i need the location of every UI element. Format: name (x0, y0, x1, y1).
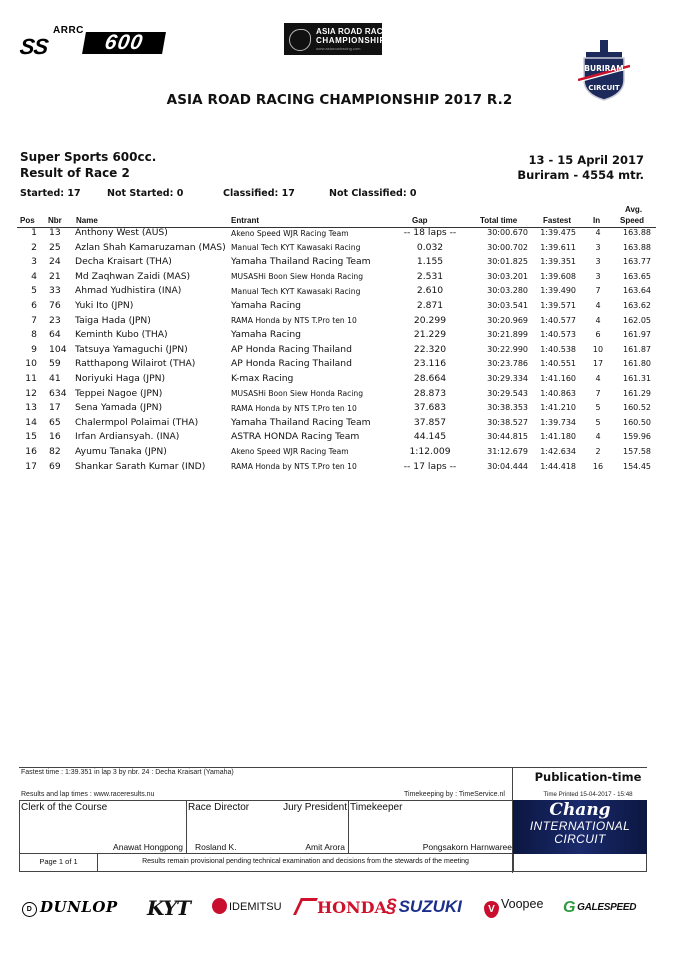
row-rider-name: Yuki Ito (JPN) (75, 299, 134, 311)
row-nbr: 69 (49, 460, 61, 472)
row-fastest-in-lap: 3 (595, 257, 601, 267)
row-avg-speed: 163.88 (623, 242, 651, 252)
row-nbr: 33 (49, 285, 61, 297)
results-table-body (0, 226, 679, 474)
row-gap: -- 17 laps -- (403, 460, 457, 472)
row-entrant: Yamaha Thailand Racing Team (231, 416, 371, 428)
chang-logo-line3: CIRCUIT (554, 832, 606, 846)
row-pos: 12 (25, 387, 37, 399)
row-fastest-lap: 1:39.608 (540, 271, 576, 281)
row-rider-name: Ratthapong Wilairot (THA) (75, 358, 196, 370)
table-row (0, 372, 679, 387)
table-row (0, 357, 679, 372)
fastest-time-note: Fastest time : 1:39.351 in lap 3 by nbr. 24 : Decha Kraisart (Yamaha) (21, 769, 234, 776)
row-nbr: 76 (49, 299, 61, 311)
row-fastest-in-lap: 3 (595, 271, 601, 281)
row-entrant: MUSASHi Boon Siew Honda Racing (231, 389, 364, 399)
castle-tower-icon (600, 40, 608, 54)
row-pos: 5 (31, 285, 37, 297)
suzuki-text: SUZUKI (398, 897, 462, 916)
suzuki-logo (386, 896, 462, 918)
galespeed-logo (563, 899, 636, 917)
honda-logo (297, 898, 387, 917)
stat-not-classified: Not Classified: 0 (329, 188, 417, 199)
time-printed: Time Printed 15-04-2017 - 15:48 (543, 791, 633, 798)
row-gap: 20.299 (413, 314, 447, 326)
row-avg-speed: 161.87 (623, 344, 651, 354)
table-row (0, 241, 679, 256)
row-total-time: 30:03.201 (487, 271, 528, 281)
galespeed-g-icon: G (563, 899, 576, 916)
row-pos: 8 (31, 329, 37, 341)
row-fastest-lap: 1:40.538 (540, 344, 576, 354)
row-entrant: AP Honda Racing Thailand (231, 358, 352, 370)
result-title: Result of Race 2 (20, 166, 130, 180)
row-avg-speed: 160.50 (623, 417, 651, 427)
row-fastest-in-lap: 4 (595, 228, 601, 237)
row-gap: 2.531 (416, 270, 444, 282)
row-rider-name: Irfan Ardiansyah. (INA) (75, 431, 180, 443)
row-total-time: 30:00.670 (487, 228, 528, 237)
stat-not-started: Not Started: 0 (107, 188, 184, 199)
row-rider-name: Sena Yamada (JPN) (75, 402, 163, 414)
row-rider-name: Tatsuya Yamaguchi (JPN) (75, 343, 188, 355)
row-nbr: 65 (49, 416, 61, 428)
table-row (0, 270, 679, 285)
arrc-logo-line2: CHAMPIONSHIP (316, 36, 386, 45)
col-total-time: Total time (480, 216, 518, 225)
table-row (0, 416, 679, 431)
row-avg-speed: 163.65 (623, 271, 651, 281)
page-number: Page 1 of 1 (20, 854, 98, 871)
row-total-time: 30:01.825 (487, 257, 528, 267)
row-nbr: 17 (49, 402, 61, 414)
row-nbr: 23 (49, 314, 61, 326)
row-fastest-lap: 1:40.573 (540, 330, 576, 340)
row-avg-speed: 162.05 (623, 315, 651, 325)
race-class: Super Sports 600cc. (20, 150, 157, 164)
row-gap: 2.610 (416, 285, 444, 297)
row-avg-speed: 161.80 (623, 359, 651, 369)
row-pos: 11 (25, 372, 37, 384)
row-entrant: Manual Tech KYT Kawasaki Racing (231, 286, 361, 296)
table-row (0, 284, 679, 299)
row-fastest-in-lap: 5 (595, 403, 601, 413)
row-pos: 1 (31, 227, 37, 238)
footer-bottom-row (19, 854, 647, 872)
col-gap: Gap (412, 216, 428, 225)
row-gap: 21.229 (413, 329, 447, 341)
officials-signature-box (19, 800, 512, 854)
row-total-time: 30:03.541 (487, 300, 528, 310)
row-entrant: RAMA Honda by NTS T.Pro ten 10 (231, 316, 357, 326)
table-row (0, 445, 679, 460)
official-person: Anawat Hongpong (113, 842, 183, 852)
official-person: Rosland K. (195, 842, 237, 852)
row-total-time: 30:20.969 (487, 315, 528, 325)
row-pos: 13 (25, 402, 37, 414)
row-pos: 4 (31, 270, 37, 282)
row-fastest-in-lap: 4 (595, 432, 601, 442)
row-gap: 37.857 (413, 416, 447, 428)
row-gap: -- 18 laps -- (403, 227, 457, 238)
sponsor-strip (22, 895, 652, 923)
row-pos: 14 (25, 416, 37, 428)
results-url: Results and lap times : www.raceresults.nu (21, 791, 155, 798)
event-date: 13 - 15 April 2017 (528, 153, 644, 167)
table-row (0, 299, 679, 314)
dunlop-text: DUNLOP (40, 898, 118, 916)
chang-logo-line2: INTERNATIONAL (529, 819, 631, 833)
row-nbr: 104 (49, 343, 67, 355)
row-fastest-lap: 1:40.863 (540, 388, 576, 398)
row-avg-speed: 161.97 (623, 330, 651, 340)
col-pos: Pos (20, 216, 35, 225)
event-venue: Buriram - 4554 mtr. (517, 168, 644, 182)
col-avg-speed-line2: Speed (620, 216, 645, 225)
row-pos: 7 (31, 314, 37, 326)
kyt-logo: KYT (147, 896, 191, 920)
col-fastest: Fastest (543, 216, 572, 225)
row-rider-name: Azlan Shah Kamaruzaman (MAS) (75, 241, 226, 253)
row-fastest-in-lap: 5 (595, 417, 601, 427)
row-nbr: 41 (49, 372, 61, 384)
ss600-logo-ss: SS (18, 34, 50, 59)
row-nbr: 634 (49, 387, 67, 399)
row-fastest-lap: 1:41.180 (540, 432, 576, 442)
official-role: Jury President (283, 802, 347, 813)
official-person: Amit Arora (305, 842, 345, 852)
chang-logo-line1: Chang (549, 800, 611, 820)
row-rider-name: Chalermpol Polaimai (THA) (75, 416, 199, 428)
official-role: Timekeeper (350, 802, 403, 813)
row-fastest-lap: 1:40.577 (540, 315, 576, 325)
row-nbr: 21 (49, 270, 61, 282)
ss600-logo-600: 600 (82, 32, 166, 54)
provisional-note: Results remain provisional pending technical examination and decisions from the stewards of the meeting (98, 854, 514, 871)
buriram-logo-text: BURIRAM (584, 64, 624, 73)
row-fastest-lap: 1:44.418 (540, 461, 576, 471)
row-pos: 3 (31, 256, 37, 268)
table-row (0, 255, 679, 270)
row-rider-name: Anthony West (AUS) (75, 227, 168, 238)
row-fastest-lap: 1:41.160 (540, 373, 576, 383)
row-fastest-lap: 1:42.634 (540, 446, 576, 456)
timekeeping-note: Timekeeping by : TimeService.nl (404, 791, 505, 798)
circuit-logo-text: CIRCUIT (588, 84, 620, 92)
row-entrant: Manual Tech KYT Kawasaki Racing (231, 243, 361, 253)
row-gap: 23.116 (413, 358, 447, 370)
row-fastest-lap: 1:39.734 (540, 417, 576, 427)
row-gap: 44.145 (413, 431, 447, 443)
ss600-logo (20, 27, 168, 57)
dunlop-d-icon: D (22, 902, 37, 917)
row-avg-speed: 163.77 (623, 257, 651, 267)
row-total-time: 30:23.786 (487, 359, 528, 369)
row-entrant: MUSASHi Boon Siew Honda Racing (231, 272, 364, 282)
results-table-header (0, 200, 679, 227)
row-entrant: RAMA Honda by NTS T.Pro ten 10 (231, 403, 357, 413)
footer-box (19, 767, 647, 873)
table-row (0, 387, 679, 402)
row-gap: 37.683 (413, 402, 447, 414)
official-role: Clerk of the Course (21, 802, 108, 813)
row-entrant: K-max Racing (231, 372, 294, 384)
row-total-time: 30:38.353 (487, 403, 528, 413)
row-avg-speed: 154.45 (623, 461, 651, 471)
row-nbr: 25 (49, 241, 61, 253)
stat-classified: Classified: 17 (223, 188, 295, 199)
official-person: Pongsakorn Harnwaree (422, 842, 512, 852)
row-rider-name: Md Zaqhwan Zaidi (MAS) (75, 270, 191, 282)
row-total-time: 30:38.527 (487, 417, 528, 427)
row-avg-speed: 161.29 (623, 388, 651, 398)
row-avg-speed: 161.31 (623, 373, 651, 383)
honda-wing-icon (293, 898, 318, 915)
table-row (0, 430, 679, 445)
row-nbr: 64 (49, 329, 61, 341)
col-entrant: Entrant (231, 216, 259, 225)
row-entrant: Yamaha Racing (231, 299, 301, 311)
table-row (0, 328, 679, 343)
row-fastest-in-lap: 7 (595, 286, 601, 296)
row-avg-speed: 163.88 (623, 228, 651, 237)
row-avg-speed: 159.96 (623, 432, 651, 442)
row-entrant: Akeno Speed WJR Racing Team (231, 228, 349, 238)
row-entrant: Akeno Speed WJR Racing Team (231, 447, 349, 457)
col-avg-speed-line1: Avg. (625, 205, 643, 214)
row-total-time: 30:00.702 (487, 242, 528, 252)
footer-top-rule (19, 767, 647, 768)
row-total-time: 31:12.679 (487, 446, 528, 456)
arrc-logo-line1: ASIA ROAD RACING (316, 27, 398, 36)
row-pos: 9 (31, 343, 37, 355)
table-row (0, 314, 679, 329)
row-gap: 2.871 (416, 299, 444, 311)
row-fastest-lap: 1:39.351 (540, 257, 576, 267)
row-avg-speed: 157.58 (623, 446, 651, 456)
row-fastest-lap: 1:41.210 (540, 403, 576, 413)
row-rider-name: Shankar Sarath Kumar (IND) (75, 460, 206, 472)
row-rider-name: Noriyuki Haga (JPN) (75, 372, 166, 384)
row-nbr: 13 (49, 227, 61, 238)
publication-time-title: Publication-time (534, 770, 642, 784)
stat-started: Started: 17 (20, 188, 81, 199)
row-fastest-lap: 1:39.475 (540, 228, 576, 237)
honda-text: HONDA (317, 898, 387, 917)
chang-circuit-logo (513, 800, 647, 854)
row-nbr: 82 (49, 445, 61, 457)
row-avg-speed: 163.62 (623, 300, 651, 310)
document-title: ASIA ROAD RACING CHAMPIONSHIP 2017 R.2 (166, 92, 513, 108)
row-entrant: ASTRA HONDA Racing Team (231, 431, 360, 443)
table-row (0, 401, 679, 416)
row-fastest-in-lap: 3 (595, 242, 601, 252)
idemitsu-emblem-icon (212, 898, 227, 914)
row-entrant: Yamaha Racing (231, 329, 301, 341)
row-fastest-in-lap: 10 (592, 344, 604, 354)
row-rider-name: Ahmad Yudhistira (INA) (75, 285, 182, 297)
row-pos: 10 (25, 358, 37, 370)
row-total-time: 30:44.815 (487, 432, 528, 442)
row-fastest-in-lap: 4 (595, 373, 601, 383)
row-fastest-in-lap: 4 (595, 300, 601, 310)
row-total-time: 30:03.280 (487, 286, 528, 296)
row-fastest-lap: 1:39.611 (540, 242, 576, 252)
row-gap: 28.873 (413, 387, 447, 399)
row-fastest-in-lap: 17 (592, 359, 604, 369)
motorcycle-rider-icon (289, 29, 311, 51)
row-total-time: 30:04.444 (487, 461, 528, 471)
row-entrant: RAMA Honda by NTS T.Pro ten 10 (231, 462, 357, 471)
row-gap: 1:12.009 (409, 445, 451, 457)
row-fastest-lap: 1:39.571 (540, 300, 576, 310)
row-fastest-in-lap: 7 (595, 388, 601, 398)
row-rider-name: Keminth Kubo (THA) (75, 329, 168, 341)
asia-road-racing-logo (284, 23, 398, 55)
row-fastest-lap: 1:39.490 (540, 286, 576, 296)
row-total-time: 30:29.334 (487, 373, 528, 383)
dunlop-logo (22, 898, 118, 917)
row-entrant: Yamaha Thailand Racing Team (231, 256, 371, 268)
row-avg-speed: 163.64 (623, 286, 651, 296)
ss600-logo-arrc: ARRC (53, 25, 84, 36)
table-row (0, 343, 679, 358)
row-fastest-in-lap: 16 (592, 461, 604, 471)
row-rider-name: Teppei Nagoe (JPN) (75, 387, 163, 399)
voopee-logo (484, 897, 543, 918)
official-clerk (20, 801, 186, 853)
col-in: In (593, 216, 601, 225)
row-gap: 28.664 (413, 372, 447, 384)
idemitsu-text: IDEMITSU (229, 901, 282, 913)
row-fastest-in-lap: 4 (595, 315, 601, 325)
arrc-logo-url: www.asiaroadracing.com (316, 46, 361, 51)
table-row (0, 226, 679, 241)
row-entrant: AP Honda Racing Thailand (231, 343, 352, 355)
row-pos: 6 (31, 299, 37, 311)
voopee-text: Voopee (501, 897, 544, 911)
row-nbr: 59 (49, 358, 61, 370)
row-pos: 15 (25, 431, 37, 443)
galespeed-text: GALESPEED (577, 902, 637, 913)
row-rider-name: Taiga Hada (JPN) (75, 314, 151, 326)
row-pos: 2 (31, 241, 37, 253)
row-fastest-lap: 1:40.551 (540, 359, 576, 369)
suzuki-s-icon: § (386, 896, 397, 917)
row-nbr: 16 (49, 431, 61, 443)
row-gap: 22.320 (413, 343, 447, 355)
row-total-time: 30:22.990 (487, 344, 528, 354)
row-avg-speed: 160.52 (623, 403, 651, 413)
official-role: Race Director (188, 802, 250, 813)
row-pos: 16 (25, 445, 37, 457)
row-fastest-in-lap: 6 (595, 330, 601, 340)
official-timekeeper (349, 801, 513, 853)
idemitsu-logo (212, 898, 282, 914)
col-name: Name (76, 216, 98, 225)
row-fastest-in-lap: 2 (595, 446, 601, 456)
official-jury-president (250, 801, 348, 853)
table-row (0, 460, 679, 475)
col-nbr: Nbr (48, 216, 62, 225)
row-total-time: 30:21.899 (487, 330, 528, 340)
row-gap: 0.032 (416, 241, 444, 253)
row-total-time: 30:29.543 (487, 388, 528, 398)
row-nbr: 24 (49, 256, 61, 268)
row-pos: 17 (25, 460, 37, 472)
row-gap: 1.155 (416, 256, 444, 268)
row-rider-name: Ayumu Tanaka (JPN) (75, 445, 167, 457)
row-rider-name: Decha Kraisart (THA) (75, 256, 172, 268)
voopee-v-icon: V (484, 901, 499, 918)
